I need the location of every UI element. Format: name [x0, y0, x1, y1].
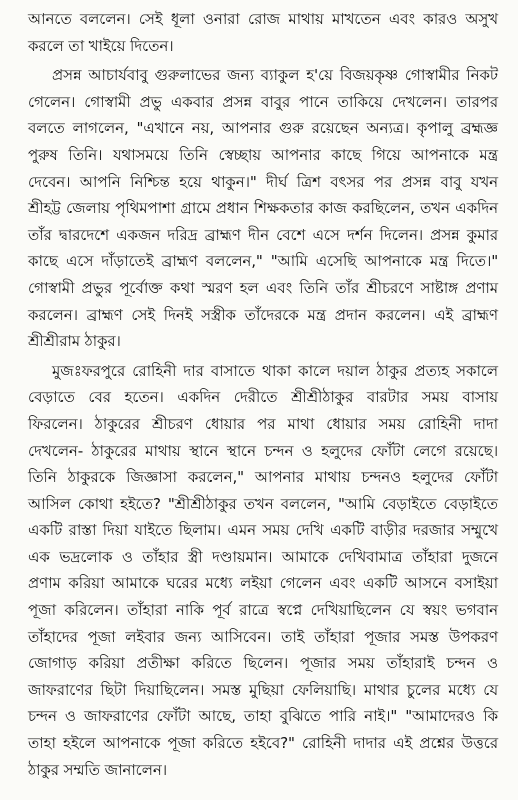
text-line: পুরুষ তিনি। যথাসময়ে তিনি স্বেচ্ছায় আপনার কাছে গিয়ে আপনাকে মন্ত্র	[28, 145, 498, 164]
text-line: তাঁর দ্বারদেশে একজন দরিদ্র ব্রাহ্মণ দীন বেশে এসে দর্শন দিলেন। প্রসন্ন কুমার	[28, 225, 498, 244]
text-line: শ্রীহট্ট জেলায় পৃথিমপাশা গ্রামে প্রধান শিক্ষকতার কাজ করছিলেন, তখন একদিন	[28, 199, 498, 218]
text-line: ফিরলেন। ঠাকুরের শ্রীচরণ ধোয়ার পর মাথা ধোয়ার সময় রোহিনী দাদা	[28, 414, 498, 433]
paragraph-dhula	[28, 6, 498, 59]
text-line: ঠাকুর সম্মতি জানালেন।	[28, 760, 167, 779]
text-line: প্রণাম করিয়া আমাকে ঘরের মধ্যে লইয়া গেলেন এবং একটি আসনে বসাইয়া	[28, 574, 498, 593]
paragraph-rohini	[28, 358, 498, 784]
text-line: একটি রাস্তা দিয়া যাইতে ছিলাম। এমন সময় দেখি একটি বাড়ীর দরজার সম্মুখে	[28, 521, 498, 540]
text-line: মুজঃফরপুরে রোহিনী দার বাসাতে থাকা কালে দয়াল ঠাকুর প্রত্যহ সকালে	[52, 361, 498, 380]
paragraph-prasanna	[28, 62, 498, 355]
text-line: এক ভদ্রলোক ও তাঁহার স্ত্রী দণ্ডায়মান। আমাকে দেখিবামাত্র তাঁহারা দুজনে	[28, 547, 498, 566]
text-line: তিনি ঠাকুরকে জিজ্ঞাসা করলেন," আপনার মাথায় চন্দনও হলুদের ফোঁটা	[28, 468, 498, 487]
text-line: বলতে লাগলেন, "এখানে নয়, আপনার গুরু রয়েছেন অন্যত্র। কৃপালু ব্রহ্মজ্ঞ	[28, 119, 498, 138]
text-line: কাছে এসে দাঁড়াতেই ব্রাহ্মণ বললেন," "আমি এসেছি আপনাকে মন্ত্র দিতে।"	[28, 252, 498, 271]
text-line: আনতে বললেন। সেই ধূলা ওনারা রোজ মাথায় মাখতেন এবং কারও অসুখ	[28, 10, 498, 28]
text-line: দেখলেন- ঠাকুরের মাথায় স্থানে স্থানে চন্দন ও হলুদের ফোঁটা লেগে রয়েছে।	[28, 441, 498, 460]
text-line: জোগাড় করিয়া প্রতীক্ষা করিতে ছিলেন। পূজার সময় তাঁহারাই চন্দন ও	[28, 654, 498, 673]
text-line: করলেন। ব্রাহ্মণ সেই দিনই সস্ত্রীক তাঁদেরকে মন্ত্র প্রদান করলেন। এই ব্রাহ্মণ	[28, 305, 498, 324]
text-line: গেলেন। গোস্বামী প্রভু একবার প্রসন্ন বাবুর পানে তাকিয়ে দেখলেন। তারপর	[28, 92, 498, 111]
text-line: দেবেন। আপনি নিশ্চিন্ত হয়ে থাকুন।" দীর্ঘ ত্রিশ বৎসর পর প্রসন্ন বাবু যখন	[28, 172, 498, 191]
text-line: শ্রীশ্রীরাম ঠাকুর।	[28, 332, 121, 351]
text-line: বেড়াতে বের হতেন। একদিন দেরীতে শ্রীশ্রীঠাকুর বারটার সময় বাসায়	[28, 388, 498, 407]
text-line: জাফরাণের ছিটা দিয়াছিলেন। সমস্ত মুছিয়া ফেলিয়াছি। মাথার চুলের মধ্যে যে	[28, 680, 498, 699]
text-line: পূজা করিলেন। তাঁহারা নাকি পূর্ব রাত্রে স্বপ্নে দেখিয়াছিলেন যে স্বয়ং ভগবান	[28, 601, 498, 620]
text-line: প্রসন্ন আচার্যবাবু গুরুলাভের জন্য ব্যাকুল হ'য়ে বিজয়কৃষ্ণ গোস্বামীর নিকট	[52, 66, 498, 85]
text-line: তাহা হইলে আপনাকে পূজা করিতে হইবে?" রোহিনী দাদার এই প্রশ্নের উত্তরে	[28, 734, 498, 753]
text-line: চন্দন ও জাফরাণের ফোঁটা আছে, তাহা বুঝিতে পারি নাই।" "আমাদেরও কি	[28, 707, 498, 726]
text-line: করলে তা খাইয়ে দিতেন।	[28, 36, 174, 55]
text-line: আসিল কোথা হইতে? "শ্রীশ্রীঠাকুর তখন বললেন, "আমি বেড়াইতে বেড়াইতে	[28, 494, 498, 513]
text-line: তাঁহাদের পূজা লইবার জন্য আসিবেন। তাই তাঁহারা পূজার সমস্ত উপকরণ	[28, 627, 498, 646]
text-line: গোস্বামী প্রভুর পূর্বোক্ত কথা স্মরণ হল এবং তিনি তাঁর শ্রীচরণে সাষ্টাঙ্গ প্রণাম	[28, 278, 498, 297]
